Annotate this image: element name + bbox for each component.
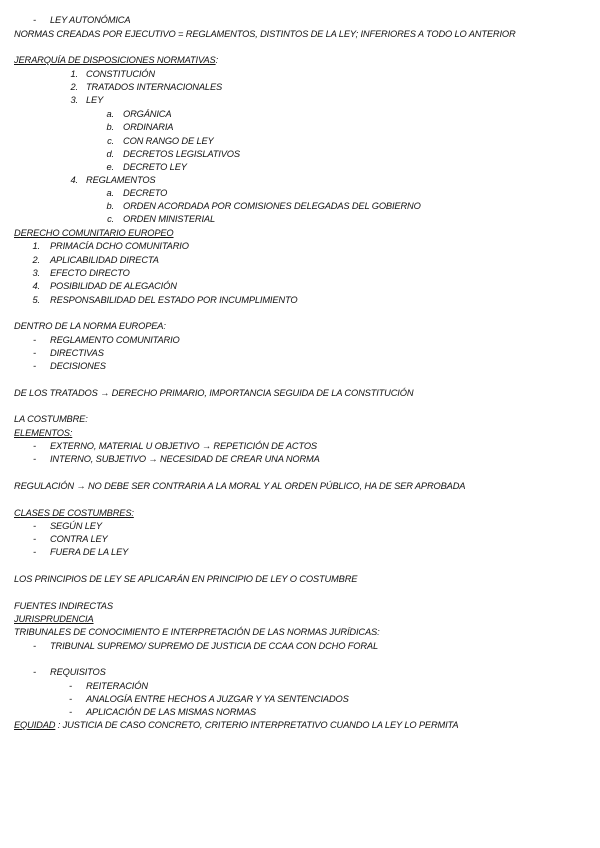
jerarquia-item-ley: LEY (86, 95, 104, 105)
bullet-dash: - (69, 681, 72, 691)
line-ley-autonomica: LEY AUTONÓMICA (50, 15, 131, 25)
ley-item-rango: CON RANGO DE LEY (123, 136, 214, 146)
ley-item-decretos-legislativos: DECRETOS LEGISLATIVOS (123, 149, 240, 159)
clase-segun-ley: SEGÚN LEY (50, 521, 102, 531)
line-regulacion: REGULACIÓN → NO DEBE SER CONTRARIA A LA MORAL Y AL ORDEN PÚBLICO, HA DE SER APROBADA (14, 481, 466, 491)
norma-item-reglamento: REGLAMENTO COMUNITARIO (50, 335, 180, 345)
heading-dentro-norma: DENTRO DE LA NORMA EUROPEA: (14, 321, 166, 331)
clase-contra-ley: CONTRA LEY (50, 534, 108, 544)
list-number: 4. (32, 281, 40, 291)
list-letter: c. (107, 136, 114, 146)
bullet-dash: - (69, 707, 72, 717)
list-number: 1. (70, 69, 78, 79)
bullet-dash: - (33, 441, 36, 451)
list-letter: d. (106, 149, 114, 159)
bullet-dash: - (33, 15, 36, 25)
heading-requisitos: REQUISITOS (50, 667, 106, 677)
heading-elementos: ELEMENTOS: (14, 428, 73, 438)
list-number: 4. (70, 175, 78, 185)
list-letter: b. (106, 122, 114, 132)
bullet-dash: - (33, 454, 36, 464)
bullet-dash: - (33, 641, 36, 651)
list-number: 3. (70, 95, 78, 105)
norma-item-directivas: DIRECTIVAS (50, 348, 104, 358)
dce-item-responsabilidad: RESPONSABILIDAD DEL ESTADO POR INCUMPLIMIENTO (50, 295, 298, 305)
norma-item-decisiones: DECISIONES (50, 361, 106, 371)
list-letter: e. (106, 162, 114, 172)
heading-equidad: EQUIDAD (14, 720, 56, 730)
list-letter: b. (106, 201, 114, 211)
reglamentos-item-orden-acordada: ORDEN ACORDADA POR COMISIONES DELEGADAS DEL GOBIERNO (123, 201, 421, 211)
bullet-dash: - (33, 547, 36, 557)
requisito-reiteracion: REITERACIÓN (86, 681, 148, 691)
heading-fuentes-indirectas: FUENTES INDIRECTAS (14, 601, 113, 611)
list-number: 3. (32, 268, 40, 278)
ley-item-ordinaria: ORDINARIA (123, 122, 174, 132)
bullet-dash: - (33, 348, 36, 358)
ley-item-organica: ORGÁNICA (123, 109, 172, 119)
clase-fuera-ley: FUERA DE LA LEY (50, 547, 129, 557)
bullet-dash: - (69, 694, 72, 704)
jerarquia-item-constitucion: CONSTITUCIÓN (86, 69, 155, 79)
elemento-interno: INTERNO, SUBJETIVO → NECESIDAD DE CREAR UNA NORMA (50, 454, 320, 464)
list-number: 2. (70, 82, 78, 92)
jerarquia-item-tratados: TRATADOS INTERNACIONALES (86, 82, 223, 92)
heading-derecho-comunitario: DERECHO COMUNITARIO EUROPEO (14, 228, 174, 238)
dce-item-primacia: PRIMACÍA DCHO COMUNITARIO (50, 241, 189, 251)
requisito-aplicacion: APLICACIÓN DE LAS MISMAS NORMAS (86, 707, 256, 717)
elemento-externo: EXTERNO, MATERIAL U OBJETIVO → REPETICIÓN DE ACTOS (50, 441, 317, 451)
dce-item-efecto-directo: EFECTO DIRECTO (50, 268, 130, 278)
dce-item-aplicabilidad: APLICABILIDAD DIRECTA (50, 255, 159, 265)
equidad-text: JUSTICIA DE CASO CONCRETO, CRITERIO INTERPRETATIVO CUANDO LA LEY LO PERMITA (62, 720, 459, 730)
line-tribunales: TRIBUNALES DE CONOCIMIENTO E INTERPRETACIÓN DE LAS NORMAS JURÍDICAS: (14, 627, 380, 637)
heading-jerarquia: JERARQUÍA DE DISPOSICIONES NORMATIVAS: (14, 55, 219, 65)
line-principios: LOS PRINCIPIOS DE LEY SE APLICARÁN EN PRINCIPIO DE LEY O COSTUMBRE (14, 574, 358, 584)
dce-item-alegacion: POSIBILIDAD DE ALEGACIÓN (50, 281, 177, 291)
list-number: 5. (32, 295, 40, 305)
list-letter: c. (107, 214, 114, 224)
heading-costumbre: LA COSTUMBRE: (14, 414, 88, 424)
bullet-dash: - (33, 667, 36, 677)
heading-clases: CLASES DE COSTUMBRES: (14, 508, 134, 518)
bullet-dash: - (33, 521, 36, 531)
bullet-dash: - (33, 335, 36, 345)
reglamentos-item-orden-ministerial: ORDEN MINISTERIAL (123, 214, 215, 224)
list-letter: a. (106, 188, 114, 198)
ley-item-decreto-ley: DECRETO LEY (123, 162, 187, 172)
requisito-analogia: ANALOGÍA ENTRE HECHOS A JUZGAR Y YA SENTENCIADOS (86, 694, 349, 704)
jerarquia-item-reglamentos: REGLAMENTOS (86, 175, 156, 185)
list-number: 1. (32, 241, 40, 251)
line-normas-ejecutivo: NORMAS CREADAS POR EJECUTIVO = REGLAMENTOS, DISTINTOS DE LA LEY; INFERIORES A TODO LO ANTERIOR (14, 29, 516, 39)
bullet-dash: - (33, 361, 36, 371)
list-letter: a. (106, 109, 114, 119)
reglamentos-item-decreto: DECRETO (123, 188, 168, 198)
heading-jurisprudencia: JURISPRUDENCIA (14, 614, 94, 624)
bullet-dash: - (33, 534, 36, 544)
line-equidad: EQUIDAD : JUSTICIA DE CASO CONCRETO, CRITERIO INTERPRETATIVO CUANDO LA LEY LO PERMITA (14, 720, 459, 730)
tribunal-supremo: TRIBUNAL SUPREMO/ SUPREMO DE JUSTICIA DE CCAA CON DCHO FORAL (50, 641, 378, 651)
line-tratados: DE LOS TRATADOS → DERECHO PRIMARIO, IMPORTANCIA SEGUIDA DE LA CONSTITUCIÓN (14, 388, 414, 398)
list-number: 2. (32, 255, 40, 265)
